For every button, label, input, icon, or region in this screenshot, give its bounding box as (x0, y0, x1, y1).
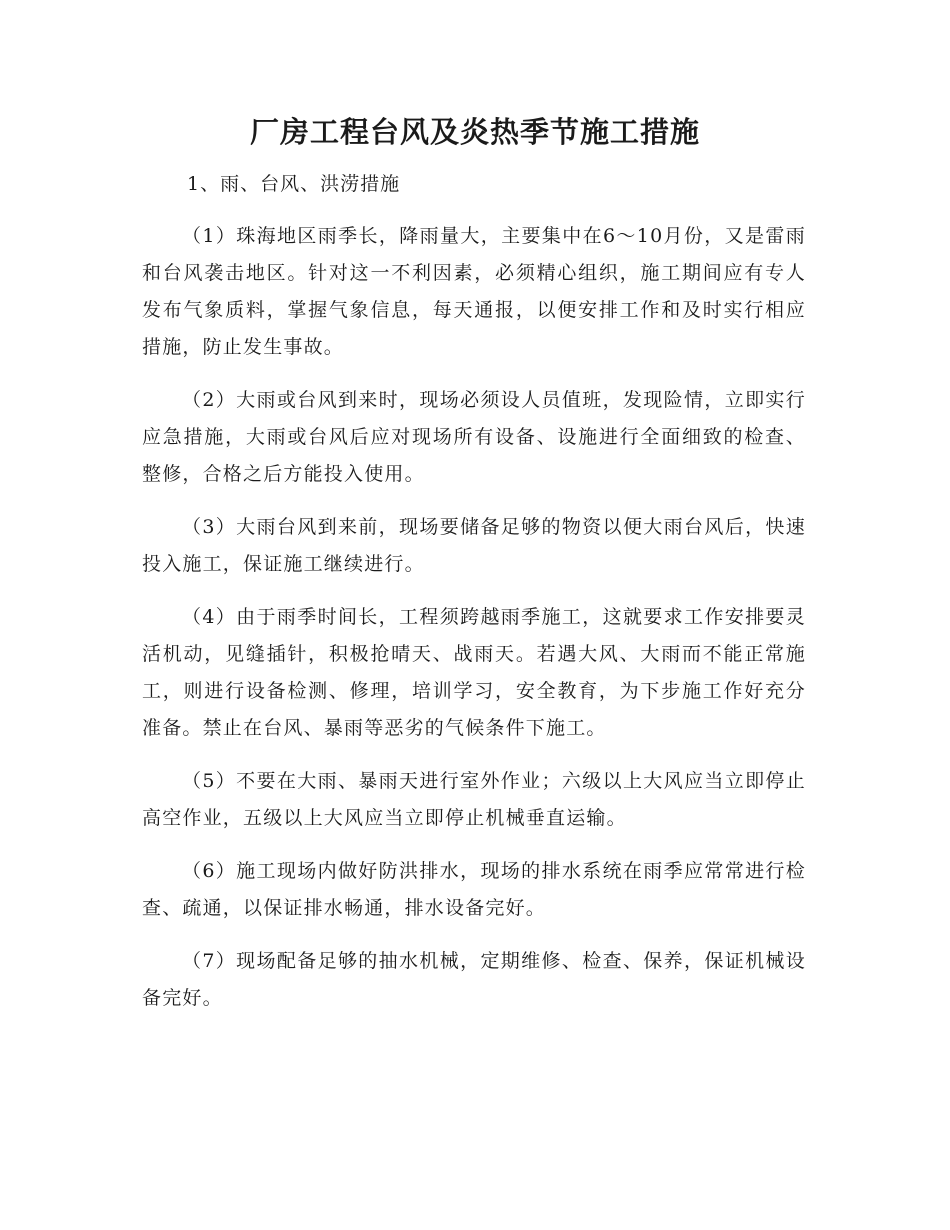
paragraph-1: （1）珠海地区雨季长，降雨量大，主要集中在6～10月份，又是雷雨和台风袭击地区。针对这一不利因素，必须精心组织，施工期间应有专人发布气象质料，掌握气象信息，每天通报，以便安排工作和及时实行相应措施，防止发生事故。 (142, 225, 806, 358)
paragraph-3: （3）大雨台风到来前，现场要储备足够的物资以便大雨台风后，快速投入施工，保证施工继续进行。 (142, 516, 806, 575)
paragraph-2: （2）大雨或台风到来时，现场必须设人员值班，发现险情，立即实行应急措施，大雨或台风后应对现场所有设备、设施进行全面细致的检查、整修，合格之后方能投入使用。 (142, 389, 806, 485)
paragraph-5: （5）不要在大雨、暴雨天进行室外作业；六级以上大风应当立即停止高空作业，五级以上大风应当立即停止机械垂直运输。 (142, 770, 806, 829)
section-heading: 1、雨、台风、洪涝措施 (187, 173, 401, 195)
paragraph-6: （6）施工现场内做好防洪排水，现场的排水系统在雨季应常常进行检查、疏通，以保证排水畅通，排水设备完好。 (142, 860, 806, 919)
document-body (142, 218, 806, 1033)
document-title: 厂房工程台风及炎热季节施工措施 (249, 115, 700, 149)
paragraph-7: （7）现场配备足够的抽水机械，定期维修、检查、保养，保证机械设备完好。 (142, 950, 806, 1009)
paragraph-4: （4）由于雨季时间长，工程须跨越雨季施工，这就要求工作安排要灵活机动，见缝插针，积极抢晴天、战雨天。若遇大风、大雨而不能正常施工，则进行设备检测、修理，培训学习，安全教育，为下步施工作好充分准备。禁止在台风、暴雨等恶劣的气候条件下施工。 (142, 606, 806, 739)
